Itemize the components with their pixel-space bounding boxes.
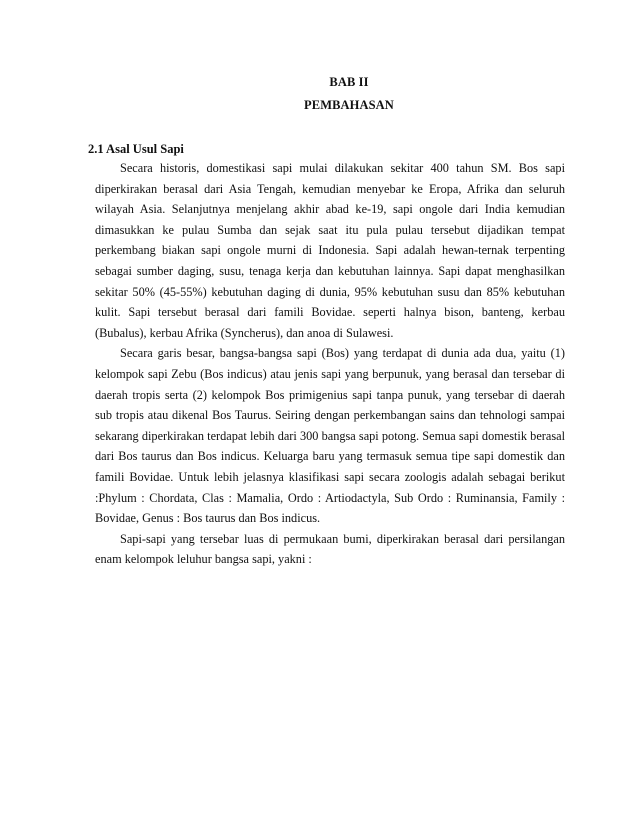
paragraph-1: Secara historis, domestikasi sapi mulai dilakukan sekitar 400 tahun SM. Bos sapi diperkirakan berasal dari Asia Tengah, kemudian menyebar ke Eropa, Afrika dan seluruh wilayah Asia. Selanjutnya menjelang akhir abad ke-19, sapi ongole dari India kemudian dimasukkan ke pulau Sumba dan sejak saat itu pula pulau tersebut dijadikan tempat perkembang biakan sapi ongole murni di Indonesia. Sapi adalah hewan-ternak terpenting sebagai sumber daging, susu, tenaga kerja dan kebutuhan lainnya. Sapi dapat menghasilkan sekitar 50% (45-55%) kebutuhan daging di dunia, 95% kebutuhan susu dan 85% kebutuhan kulit. Sapi tersebut berasal dari famili Bovidae. seperti halnya bison, banteng, kerbau (Bubalus), kerbau Afrika (Syncherus), dan anoa di Sulawesi. — [95, 161, 565, 340]
body-text — [95, 158, 565, 570]
paragraph-2: Secara garis besar, bangsa-bangsa sapi (Bos) yang terdapat di dunia ada dua, yaitu (1) kelompok sapi Zebu (Bos indicus) atau jenis sapi yang berpunuk, yang berasal dan tersebar di daerah tropis serta (2) kelompok Bos primigenius sapi tanpa punuk, yang tersebar di daerah sub tropis atau dikenal Bos Taurus. Seiring dengan perkembangan sains dan tehnologi sampai sekarang diperkirakan terdapat lebih dari 300 bangsa sapi potong. Semua sapi domestik berasal dari Bos taurus dan Bos indicus. Keluarga baru yang termasuk semua tipe sapi domestik dan famili Bovidae. Untuk lebih jelasnya klasifikasi sapi secara zoologis adalah sebagai berikut :Phylum : Chordata, Clas : Mamalia, Ordo : Artiodactyla, Sub Ordo : Ruminansia, Family : Bovidae, Genus : Bos taurus dan Bos indicus. — [95, 346, 565, 526]
section-title: 2.1 Asal Usul Sapi — [88, 142, 184, 156]
paragraph-3: Sapi-sapi yang tersebar luas di permukaan bumi, diperkirakan berasal dari persilangan enam kelompok leluhur bangsa sapi, yakni : — [95, 531, 565, 567]
chapter-title: PEMBAHASAN — [304, 98, 394, 112]
chapter-heading: BAB II — [329, 75, 369, 89]
